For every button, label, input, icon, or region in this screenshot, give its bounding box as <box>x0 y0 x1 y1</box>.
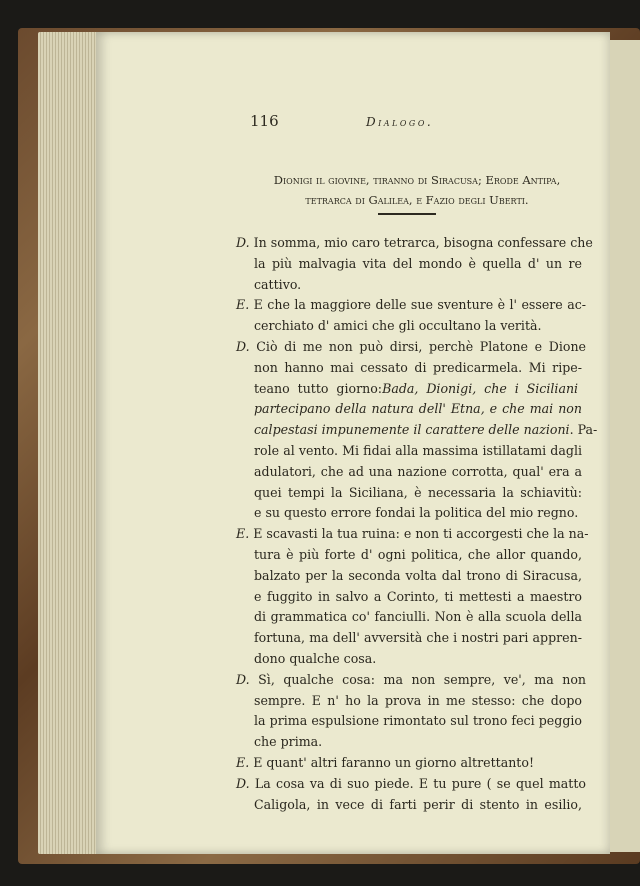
line-text: sempre. E n' ho la prova in me stesso: che dopo <box>254 692 582 708</box>
line-text: E scavasti la tua ruina: e non ti accorgesti che la na- <box>253 526 589 542</box>
dialogue-line <box>236 503 582 524</box>
dialogue-line <box>236 753 582 774</box>
speaker-label: E. <box>236 754 250 770</box>
line-text: la più malvagia vita del mondo è quella d' un re <box>254 255 582 271</box>
line-text: role al vento. Mi fidai alla massima istillatami dagli <box>254 442 582 458</box>
line-text: quei tempi la Siciliana, è necessaria la schiavitù: <box>254 484 582 500</box>
dialogue-line <box>236 670 587 691</box>
dialogue-text <box>236 233 598 815</box>
line-text: che prima. <box>254 734 323 750</box>
dialogue-line <box>236 295 587 316</box>
dialogue-line <box>236 566 582 587</box>
line-text: Ciò di me non può dirsi, perchè Platone e Dione <box>256 338 587 354</box>
dialogue-line <box>236 399 582 420</box>
page-edges <box>38 32 100 854</box>
line-text: la prima espulsione rimontato sul trono feci peggio <box>254 713 582 729</box>
speaker-label: D. <box>236 671 250 687</box>
speaker-label: D. <box>236 775 250 791</box>
dialogue-line <box>236 275 582 296</box>
dialogue-line <box>236 795 582 816</box>
dialogue-line <box>236 441 582 462</box>
line-text: fortuna, ma dell' avversità che i nostri pari appren- <box>254 630 582 646</box>
section-rule <box>378 213 436 215</box>
line-text: adulatori, che ad una nazione corrotta, qual' era a <box>254 463 582 479</box>
line-text: tura è più forte d' ogni politica, che allor quando, <box>254 546 582 562</box>
dialogue-line <box>236 420 598 441</box>
line-text: Bada, Dionigi, che i Siciliani <box>382 380 579 396</box>
line-text: teano tutto giorno: <box>254 380 383 396</box>
dialogue-line <box>236 337 587 358</box>
page-header <box>250 112 590 138</box>
dialogue-line <box>236 379 582 400</box>
facing-page-edge <box>608 40 640 852</box>
line-text: non hanno mai cessato di predicarmela. Mi ripe- <box>254 359 582 375</box>
line-text: partecipano della natura dell' Etna, e che mai non <box>254 401 582 417</box>
line-text: In somma, mio caro tetrarca, bisogna confessare che <box>253 235 593 250</box>
dialogue-line <box>236 587 582 608</box>
dialogue-line <box>236 711 582 732</box>
dialogue-line <box>236 607 582 628</box>
page-number: 116 <box>250 112 279 130</box>
dialogue-line <box>236 233 593 254</box>
line-text: Sì, qualche cosa: ma non sempre, ve', ma non <box>258 671 587 687</box>
line-text: E quant' altri faranno un giorno altrettanto! <box>253 754 535 770</box>
line-text: cerchiato d' amici che gli occultano la verità. <box>254 318 542 334</box>
running-head: Dialogo. <box>366 115 434 129</box>
dialogue-line <box>236 545 582 566</box>
line-text: calpestasi impunemente il carattere delle nazioni <box>254 422 570 438</box>
dialogue-line <box>236 649 582 670</box>
dialogue-line <box>236 732 582 753</box>
line-text: dono qualche cosa. <box>254 650 377 666</box>
dialogue-line <box>236 691 582 712</box>
dialogue-line <box>236 628 582 649</box>
characters-line: Dionigi il giovine, tiranno di Siracusa; Erode Antipa, <box>273 173 561 187</box>
dialogue-line <box>236 358 582 379</box>
characters-line: tetrarca di Galilea, e Fazio degli Uberti. <box>305 193 529 207</box>
dialogue-line <box>236 774 587 795</box>
line-text: La cosa va di suo piede. E tu pure ( se quel matto <box>254 775 587 791</box>
line-text: Caligola, in vece di farti perir di stento in esilio, <box>254 796 582 812</box>
speaker-label: E. <box>236 526 250 542</box>
line-text: e su questo errore fondai la politica del mio regno. <box>254 505 579 521</box>
dialogue-line <box>236 524 589 545</box>
line-text: e fuggito in salvo a Corinto, ti mettesti a maestro <box>254 588 582 604</box>
line-text: cattivo. <box>254 276 302 292</box>
dialogue-line <box>236 462 582 483</box>
speaker-label: D. <box>236 235 250 250</box>
dialogue-line <box>236 483 582 504</box>
dialogue-line <box>236 254 582 275</box>
speaker-label: E. <box>236 297 250 313</box>
line-text: di grammatica co' fanciulli. Non è alla scuola della <box>254 609 582 625</box>
dialogue-line <box>236 316 582 337</box>
line-text: . Pa- <box>569 422 598 438</box>
line-text: E che la maggiore delle sue sventure è l' essere ac- <box>253 297 587 313</box>
line-text: balzato per la seconda volta dal trono di Siracusa, <box>254 567 582 583</box>
dramatis-personae <box>236 170 598 210</box>
speaker-label: D. <box>236 338 250 354</box>
